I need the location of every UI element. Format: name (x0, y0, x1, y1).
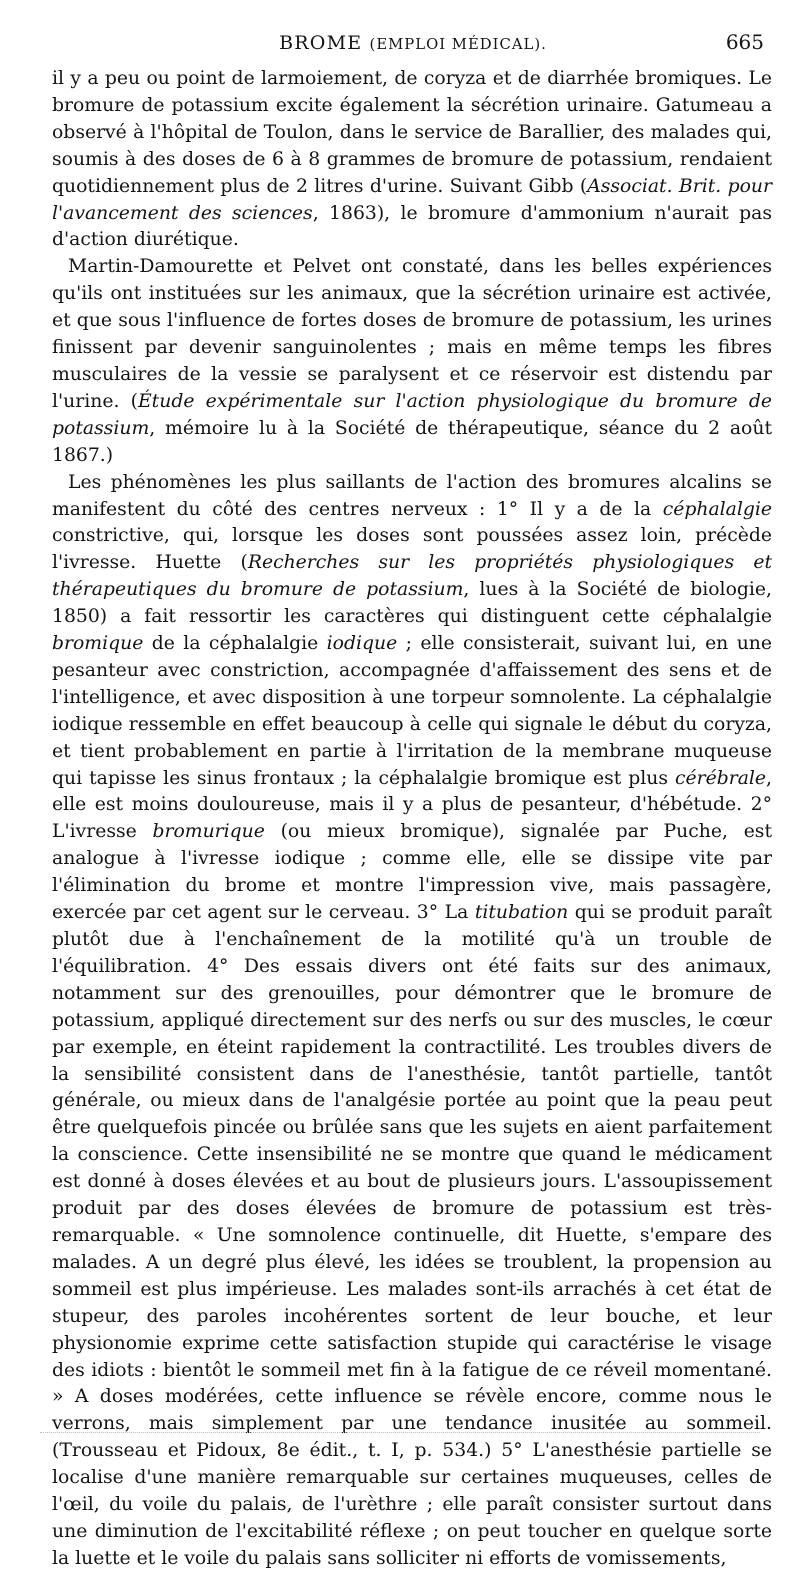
header-title: BROME (279, 32, 363, 54)
text-run: constrictive, qui, lorsque les doses sont poussées assez loin, précède l'ivresse. Huette ( (52, 525, 772, 574)
paragraph (52, 254, 772, 469)
text-run: , mémoire lu à la Société de thérapeutique, séance du 2 août 1867.) (52, 417, 772, 466)
italic-text: cérébrale (674, 767, 767, 789)
text-run: , lues à la Société de biologie, 1850) a fait ressortir les caractères qui distinguent cette céphalalgie (52, 579, 772, 628)
italic-text: Recherches sur les propriétés physiologiques et thérapeutiques du bromure de potassium (52, 552, 772, 601)
text-run: (ou mieux bromique), signalée par Puche, est analogue à l'ivresse iodique ; comme elle, elle se dissipe vite par l'élimination du brome et montre l'impression vive, mais passagère, exercée par cet agent sur le cerveau. 3° La (52, 821, 772, 924)
page-number: 665 (725, 30, 764, 54)
italic-text: bromique (52, 633, 144, 655)
running-head (56, 30, 770, 60)
text-run: Martin-Damourette et Pelvet ont constaté, dans les belles expériences qu'ils ont instituées sur les animaux, que la sécrétion urinaire est activée, et que sous l'influence de fortes doses de bromure de potassium, les urines finissent par devenir sanguinolentes ; mais en même temps les fibres musculaires de la vessie se paralysent et ce réservoir est distendu par l'urine. ( (52, 256, 772, 412)
text-run: , 1863), le bromure d'ammonium n'aurait pas d'action diurétique. (52, 202, 772, 251)
footer-rule (40, 1432, 760, 1433)
running-title (56, 32, 770, 54)
text-run: il y a peu ou point de larmoiement, de coryza et de diarrhée bromiques. Le bromure de potassium excite également la sécrétion urinaire. Gatumeau a observé à l'hôpital de Toulon, dans le service de Barallier, des malades qui, soumis à des doses de 6 à 8 grammes de bromure de potassium, rendaient quotidiennement plus de 2 litres d'urine. Suivant Gibb ( (52, 68, 772, 197)
italic-text: iodique (326, 633, 398, 655)
italic-text: Associat. Brit. pour l'avancement des sciences (52, 175, 772, 224)
body-text (52, 66, 772, 1573)
italic-text: titubation (474, 902, 569, 924)
text-run: qui se produit paraît plutôt due à l'enchaînement de la motilité qu'à un trouble de l'équilibration. 4° Des essais divers ont été faits sur des animaux, notamment sur des grenouilles, pour démontrer que le bromure de potassium, appliqué directement sur des nerfs ou sur des muscles, le cœur par exemple, en éteint rapidement la contractilité. Les troubles divers de la sensibilité consistent dans de l'anesthésie, tantôt partielle, tantôt générale, ou mieux dans de l'analgésie portée au point que la peau peut être quelquefois pincée ou brûlée sans que les sujets en aient parfaitement la conscience. Cette insensibilité ne se montre que quand le médicament est donné à doses élevées et au bout de plusieurs jours. L'assoupissement produit par des doses élevées de bromure de potassium est très-remarquable. « Une somnolence continuelle, dit Huette, s'empare des malades. A un degré plus élevé, les idées se troublent, la propension au sommeil est plus impérieuse. Les malades sont-ils arrachés à cet état de stupeur, des paroles incohérentes sortent de leur bouche, et leur physionomie exprime cette satisfaction stupide qui caractérise le visage des idiots : bientôt le sommeil met fin à la fatigue de ce réveil momentané. » A doses modérées, cette influence se révèle encore, comme nous le verrons, mais simplement par une tendance inusitée au sommeil. (Trousseau et Pidoux, 8e édit., t. I, p. 534.) 5° L'anesthésie partielle se localise d'une manière remarquable sur certaines muqueuses, celles de l'œil, du voile du palais, de l'urèthre ; elle paraît consister surtout dans une diminution de l'excitabilité réflexe ; on peut toucher en quelque sorte la luette et le voile du palais sans solliciter ni efforts de vomissements, (52, 902, 772, 1569)
text-run: ; elle consisterait, suivant lui, en une pesanteur avec constriction, accompagnée d'affaissement des sens et de l'intelligence, et avec disposition à une torpeur somnolente. La céphalalgie iodique ressemble en effet beaucoup à celle qui signale le début du coryza, et tient probablement en partie à l'irritation de la membrane muqueuse qui tapisse les sinus frontaux ; la céphalalgie bromique est plus (52, 633, 772, 789)
italic-text: céphalalgie (662, 498, 772, 520)
text-run: Les phénomènes les plus saillants de l'action des bromures alcalins se manifestent du côté des centres nerveux : 1° Il y a de la (52, 471, 772, 520)
italic-text: bromurique (152, 821, 265, 843)
paragraph (52, 470, 772, 1573)
italic-text: Étude expérimentale sur l'action physiologique du bromure de potassium (52, 390, 772, 439)
text-run: de la céphalalgie (143, 633, 327, 655)
paragraph (52, 66, 772, 254)
text-run: , elle est moins douloureuse, mais il y a plus de pesanteur, d'hébétude. 2° L'ivresse (52, 767, 772, 843)
header-subtitle: (EMPLOI MÉDICAL). (369, 36, 547, 53)
